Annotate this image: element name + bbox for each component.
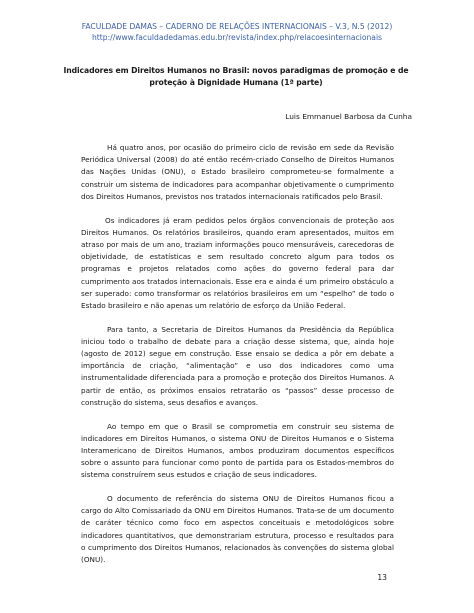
paragraph: O documento de referência do sistema ONU de Direitos Humanos ficou a cargo do Alto Comissariado da ONU em Direitos Humanos. Trata-se de um documento de caráter técnico como foco em aspectos conceituais e metodológicos sobre indicadores quantitativos, que demonstrariam estrutura, processo e resultados para o cumprimento dos Direitos Humanos, relacionados às convenções do sistema global (ONU). [81, 494, 394, 565]
paragraph: Para tanto, a Secretaria de Direitos Humanos da Presidência da República iniciou todo o trabalho de debate para a criação desse sistema, que, ainda hoje (agosto de 2012) segue em construção. Esse ensaio se dedica a pôr em debate a importância de criação, “alimentação” e uso dos indicadores como uma instrumentalidade diferenciada para a promoção e proteção dos Direitos Humanos. A partir de então, os próximos ensaios retratarão os “passos” desse processo de construção do sistema, seus desafios e avanços. [81, 324, 394, 407]
journal-url-line: http://www.faculdadedamas.edu.br/revista/index.php/relacoesinternacionais [91, 33, 383, 42]
paragraph: Ao tempo em que o Brasil se comprometia em construir seu sistema de indicadores em Direitos Humanos, o sistema ONU de Direitos Humanos e o Sistema Interamericano de Direitos Humanos, ambos produziram documentos específicos sobre o assunto para funcionar como ponto de partida para os Estados-membros do sistema construírem seus estudos e criação de seus indicadores. [81, 421, 394, 480]
paragraph: Há quatro anos, por ocasião do primeiro ciclo de revisão em sede da Revisão Periódica Universal (2008) do até então recém-criado Conselho de Direitos Humanos das Nações Unidas (ONU), o Estado brasileiro comprometeu-se formalmente a construir um sistema de indicadores para acompanhar objetivamente o cumprimento dos Direitos Humanos, previstos nos tratados internacionais ratificados pelo Brasil. [81, 143, 394, 201]
article-body [81, 142, 394, 578]
article-title: Indicadores em Direitos Humanos no Brasil: novos paradigmas de promoção e de proteção à Dignidade Humana (1ª parte) [63, 66, 409, 87]
article-author: Luis Emmanuel Barbosa da Cunha [285, 112, 412, 121]
journal-header [0, 21, 474, 43]
page-number: 13 [377, 573, 387, 582]
paragraph: Os indicadores já eram pedidos pelos órgãos convencionais de proteção aos Direitos Humanos. Os relatórios brasileiros, quando eram apresentados, muitos em atraso por mais de um ano, traziam informações pouco mensuráveis, carecedoras de objetividade, de estatísticas e sem resultado concreto algum para todos os programas e projetos relatados como ações do governo federal para dar cumprimento aos tratados internacionais. Esse era e ainda é um primeiro obstáculo a ser superado: como transformar os relatórios brasileiros em um “espelho” de todo o Estado brasileiro e não apenas um relatório de esforço da União Federal. [81, 215, 394, 310]
journal-title-line: FACULDADE DAMAS – CADERNO DE RELAÇÕES INTERNACIONAIS – V.3, N.5 (2012) [81, 22, 393, 31]
